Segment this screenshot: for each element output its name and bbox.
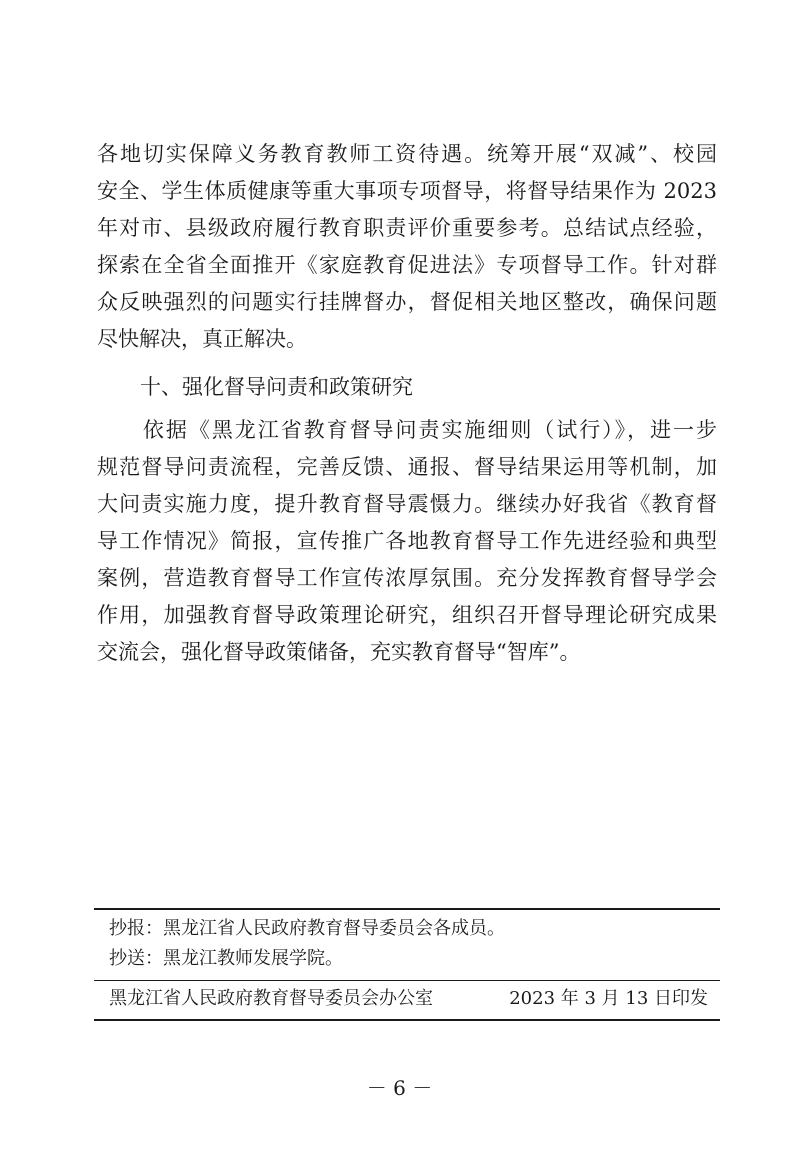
paragraph-line: 年对市、县级政府履行教育职责评价重要参考。总结试点经验，	[97, 216, 717, 240]
paragraph-line: 导工作情况》简报，宣传推广各地教育督导工作先进经验和典型	[97, 529, 717, 553]
paragraph-line: 各地切实保障义务教育教师工资待遇。统筹开展“双减”、校园	[97, 142, 717, 166]
paragraph-2	[97, 412, 717, 671]
cc-send-line: 抄送：黑龙江教师发展学院。	[109, 948, 343, 969]
paragraph-line: 探索在全省全面推开《家庭教育促进法》专项督导工作。针对群	[97, 253, 717, 277]
paragraph-line: 尽快解决，真正解决。	[97, 327, 307, 351]
paragraph-line: 案例，营造教育督导工作宣传浓厚氛围。充分发挥教育督导学会	[97, 566, 717, 590]
middle-rule	[94, 980, 720, 981]
bottom-rule	[94, 1019, 720, 1021]
issuer-name: 黑龙江省人民政府教育督导委员会办公室	[109, 988, 433, 1009]
cc-report-line: 抄报：黑龙江省人民政府教育督导委员会各成员。	[109, 918, 505, 939]
paragraph-line: 大问责实施力度，提升教育督导震慑力。继续办好我省《教育督	[97, 492, 717, 516]
paragraph-line: 作用，加强教育督导政策理论研究，组织召开督导理论研究成果	[97, 603, 717, 627]
section-heading: 十、强化督导问责和政策研究	[140, 375, 413, 399]
paragraph-line: 交流会，强化督导政策储备，充实教育督导“智库”。	[97, 640, 581, 664]
paragraph-1	[97, 136, 717, 358]
page-number: － 6 －	[366, 1076, 433, 1100]
top-rule	[94, 908, 720, 910]
paragraph-line: 依据《黑龙江省教育督导问责实施细则（试行）》，进一步	[97, 418, 717, 442]
paragraph-line: 安全、学生体质健康等重大事项专项督导，将督导结果作为 2023	[97, 179, 717, 203]
issue-date: 2023 年 3 月 13 日印发	[509, 988, 708, 1009]
paragraph-line: 众反映强烈的问题实行挂牌督办，督促相关地区整改，确保问题	[97, 290, 717, 314]
paragraph-line: 规范督导问责流程，完善反馈、通报、督导结果运用等机制，加	[97, 455, 717, 479]
